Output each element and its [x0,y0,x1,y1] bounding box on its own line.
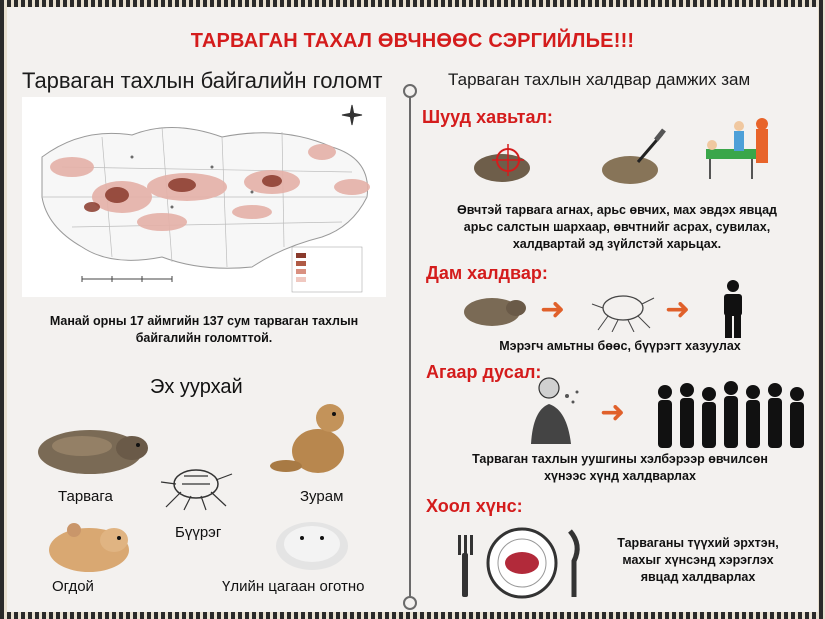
marmot-target-image [470,140,540,188]
timeline-line [409,90,411,600]
airborne-line2: хүнээс хүнд халдварлах [544,469,696,483]
direct-line2: арьс салстын шархаар, өвчтнийг асрах, сувилах, [463,220,771,234]
food-line3: явцад халдварлах [640,570,756,584]
airborne-text [430,451,810,485]
arrow-icon-3: ➜ [600,396,626,429]
marmot-image [32,418,150,478]
rodent-image [462,290,528,330]
direct-line1: Өвчтэй тарвага агнах, арьс өвчих, мах эвдэх явцад [457,203,777,217]
direct-contact-text [418,202,816,253]
timeline-dot-bottom [403,596,417,610]
map-caption-line1: Манай орны 17 аймгийн 137 сум тарваган тахлын [49,314,359,328]
ground-squirrel-image [268,396,358,478]
indirect-text: Мэрэгч амьтны бөөс, бүүрэгт хазуулах [499,339,741,353]
map-caption-line2: байгалийн голомттой. [135,331,273,345]
pika-image [44,516,134,576]
crowd-image [655,380,817,450]
page-title: ТАРВАГАН ТАХАЛ ӨВЧНӨӨС СЭРГИЙЛЬЕ!!! [190,30,635,52]
flea-label: Бүүрэг [175,524,222,541]
coughing-person-image [515,374,587,446]
marmot-label: Тарвага [58,488,113,505]
right-heading: Тарваган тахлын халдвар дамжих зам [448,70,751,89]
arrow-icon: ➜ [540,293,566,326]
food-line2: махыг хүнсэнд хэрэглэх [622,553,774,567]
direct-contact-title: Шууд хавьтал: [422,107,553,127]
plate-icon [450,525,590,600]
food-line1: Тарваганы түүхий эрхтэн, [617,536,779,550]
direct-line3: халдвартай эд зүйлстэй харьцах. [512,237,722,251]
airborne-line1: Тарваган тахлын уушгины хэлбэрээр өвчилсөн [472,452,768,466]
food-title: Хоол хүнс: [426,496,523,516]
patient-care-image [700,115,776,187]
white-mouse-image [272,514,352,572]
pika-label: Огдой [52,578,94,595]
left-heading: Тарваган тахлын байгалийн голомт [22,68,383,93]
person-icon [720,280,746,340]
food-text [588,535,808,586]
arrow-icon-2: ➜ [665,293,691,326]
plague-foci-map [22,97,386,297]
flea-image [156,462,236,512]
timeline-dot-top [403,84,417,98]
sources-title: Эх уурхай [150,376,243,398]
map-caption [22,313,386,347]
flea-image-2 [590,290,656,332]
ground-squirrel-label: Зурам [300,488,344,505]
white-mouse-label: Үлийн цагаан оготно [222,578,365,595]
indirect-title: Дам халдвар: [426,263,548,283]
airborne-title: Агаар дусал: [426,362,542,382]
knife-carcass-image [598,128,670,188]
